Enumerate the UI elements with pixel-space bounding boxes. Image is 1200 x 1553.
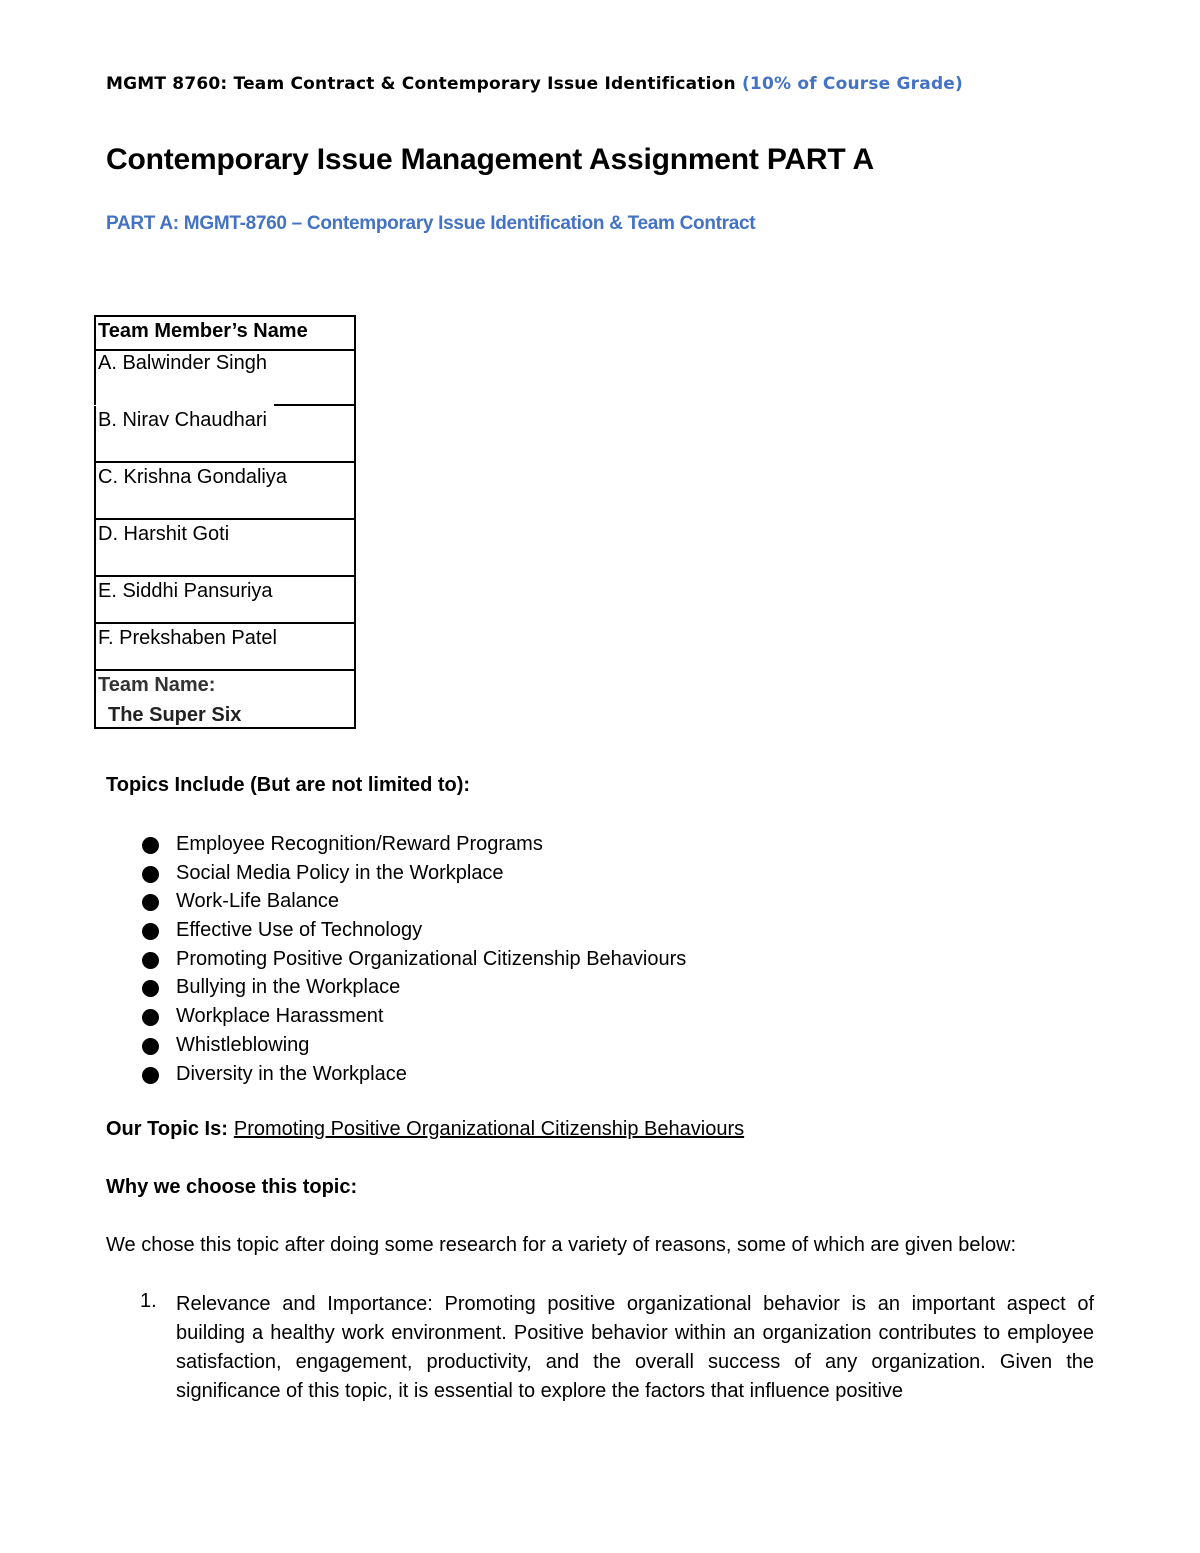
table-row (94, 463, 356, 519)
bullet-icon (142, 1038, 159, 1055)
member-name: E. Siddhi Pansuriya (98, 580, 273, 602)
page-title: Contemporary Issue Management Assignment PART A (106, 143, 874, 176)
reason-number: 1. (140, 1290, 157, 1312)
bullet-icon (142, 923, 159, 940)
topic-text: Bullying in the Workplace (176, 976, 401, 999)
team-name-value: The Super Six (108, 704, 242, 726)
our-topic-label: Our Topic Is: (106, 1118, 228, 1140)
bullet-icon (142, 952, 159, 969)
bullet-icon (142, 980, 159, 997)
intro-paragraph: We chose this topic after doing some research for a variety of reasons, some of which are given below: (106, 1234, 1017, 1256)
list-item (142, 917, 686, 946)
table-header: Team Member’s Name (98, 320, 308, 342)
bullet-icon (142, 837, 159, 854)
member-name: A. Balwinder Singh (98, 352, 267, 374)
member-name: C. Krishna Gondaliya (98, 466, 287, 488)
list-item (142, 860, 686, 889)
table-row (94, 406, 356, 462)
list-item (142, 1003, 686, 1032)
table-row (94, 349, 356, 405)
table-row (94, 577, 356, 622)
topic-text: Promoting Positive Organizational Citizenship Behaviours (176, 947, 687, 970)
topic-text: Whistleblowing (176, 1033, 310, 1056)
topic-text: Employee Recognition/Reward Programs (176, 833, 543, 855)
course-line: MGMT 8760: Team Contract & Contemporary Issue Identification (106, 74, 736, 94)
team-name-cell (94, 671, 356, 729)
page-subtitle: PART A: MGMT-8760 – Contemporary Issue Identification & Team Contract (106, 213, 756, 234)
list-item (142, 831, 686, 860)
member-name: B. Nirav Chaudhari (98, 409, 267, 431)
topic-text: Social Media Policy in the Workplace (176, 861, 504, 884)
our-topic-value: Promoting Positive Organizational Citizenship Behaviours (233, 1118, 745, 1140)
bullet-icon (142, 866, 159, 883)
list-item (142, 1032, 686, 1061)
table-header-cell (94, 315, 356, 351)
member-name: D. Harshit Goti (98, 523, 230, 545)
reason-text: Relevance and Importance: Promoting positive organizational behavior is an important aspect of building a healthy work environment. Positive behavior within an organization contributes to employee satisfaction, engagement, productivity, and the overall success of any organization. Given the significance of this topic, it is essential to explore the factors that influence positive (176, 1293, 1094, 1402)
bullet-icon (142, 894, 159, 911)
topic-text: Effective Use of Technology (176, 919, 423, 942)
topics-list (142, 831, 686, 1089)
topics-heading: Topics Include (But are not limited to): (106, 774, 471, 796)
topic-text: Workplace Harassment (176, 1005, 384, 1028)
our-topic (106, 1118, 744, 1141)
member-name: F. Prekshaben Patel (98, 627, 277, 649)
bullet-icon (142, 1009, 159, 1026)
topic-text: Diversity in the Workplace (176, 1062, 407, 1085)
bullet-icon (142, 1067, 159, 1084)
course-header (106, 74, 963, 94)
list-item (142, 946, 686, 975)
list-item (142, 1061, 686, 1090)
grade-note: (10% of Course Grade) (741, 74, 964, 94)
list-item (142, 974, 686, 1003)
topic-text: Work-Life Balance (176, 890, 340, 913)
team-name-label: Team Name: (98, 674, 216, 696)
table-row (94, 520, 356, 576)
table-row (94, 624, 356, 669)
why-heading: Why we choose this topic: (106, 1176, 358, 1198)
list-item (142, 888, 686, 917)
